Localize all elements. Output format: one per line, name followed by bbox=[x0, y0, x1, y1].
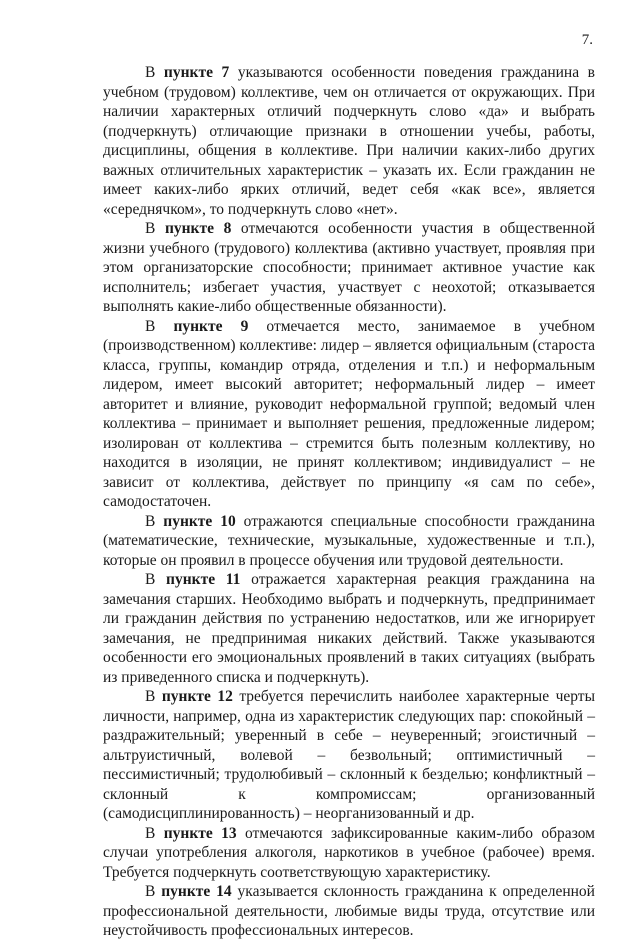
item-label: пункте 12 bbox=[161, 688, 233, 705]
paragraph-item-14 bbox=[103, 882, 595, 941]
paragraph-prefix: В bbox=[145, 688, 162, 705]
paragraph-prefix: В bbox=[145, 571, 167, 588]
item-label: пункте 13 bbox=[163, 824, 237, 842]
paragraph-text: отмечается место, занимаемое в учебном (производственном) коллективе: лидер – является официальным (староста класса, группы, командир отряда, отделения и т.п.) и неформальным лидером, имеет высокий авторитет; неформальный лидер – имеет авторитет и влияние, руководит неформальной группой; ведомый член коллектива – принимает и выполняет решения, предложенные лидером; изолирован от коллектива – стремится быть полезным коллективу, но находится в изоляции, не принят коллективом; индивидуалист – не зависит от коллектива, действует по принципу «я сам по себе», самодостаточен. bbox=[103, 317, 596, 510]
paragraph-text: требуется перечислить наиболее характерные черты личности, например, одна из характеристик следующих пар: спокойный – раздражительный; уверенный в себе – неуверенный; эгоистичный – альтруистичный, волевой – безвольный; оптимистичный – пессимистичный; трудолюбивый – склонный к безделью; конфликтный – склонный к компромиссам; организованный (самодисциплинированность) – неорганизованный и др. bbox=[103, 688, 595, 822]
paragraph-text: указываются особенности поведения гражданина в учебном (трудовом) коллективе, чем он отличается от окружающих. При наличии характерных отличий подчеркнуть слово «да» и выбрать (подчеркнуть) отличающие признаки в отношении учебы, работы, дисциплины, общения в коллективе. При наличии каких-либо других важных отличительных характеристик – указать их. Если гражданин не имеет каких-либо ярких отличий, ведет себя «как все», является «середнячком», то подчеркнуть слово «нет». bbox=[103, 64, 595, 218]
item-label: пункте 9 bbox=[173, 317, 249, 335]
paragraph-item-13 bbox=[103, 824, 595, 883]
page-number: 7. bbox=[581, 32, 593, 48]
paragraph-text: отражаются специальные способности гражданина (математические, технические, музыкальные, художественные и т.п.), которые он проявил в процессе обучения или трудовой деятельности. bbox=[103, 512, 595, 569]
item-label: пункте 10 bbox=[163, 512, 236, 530]
paragraph-prefix: В bbox=[145, 883, 162, 900]
paragraph-item-10 bbox=[103, 512, 595, 571]
paragraph-prefix: В bbox=[145, 317, 174, 335]
document-body bbox=[103, 63, 595, 941]
paragraph-text: указывается склонность гражданина к определенной профессиональной деятельности, любимые виды труда, отсутствие или неустойчивость профессиональных интересов. bbox=[103, 883, 595, 939]
paragraph-prefix: В bbox=[145, 512, 164, 530]
paragraph-text: отмечаются особенности участия в общественной жизни учебного (трудового) коллектива (активно участвует, проявляя при этом организаторские способности; принимает активное участие как исполнитель; избегает участия, участвует с неохотой; отказывается выполнять какие-либо общественные обязанности). bbox=[103, 220, 595, 315]
paragraph-item-12 bbox=[103, 687, 595, 824]
item-label: пункте 8 bbox=[164, 220, 232, 237]
item-label: пункте 7 bbox=[163, 64, 230, 81]
item-label: пункте 14 bbox=[161, 883, 232, 900]
item-label: пункте 11 bbox=[166, 571, 241, 588]
paragraph-prefix: В bbox=[145, 64, 164, 81]
paragraph-item-11 bbox=[103, 570, 595, 687]
paragraph-text: отражается характерная реакция гражданина на замечания старших. Необходимо выбрать и подчеркнуть, предпринимает ли гражданин действия по устранению недостатков, или же игнорирует замечания, не предпринимая никаких действий. Также указываются особенности его эмоциональных проявлений в таких ситуациях (выбрать из приведенного списка и подчеркнуть). bbox=[103, 571, 595, 686]
paragraph-item-7 bbox=[103, 63, 595, 219]
paragraph-prefix: В bbox=[145, 220, 165, 237]
paragraph-item-9 bbox=[103, 317, 595, 512]
paragraph-item-8 bbox=[103, 219, 595, 317]
paragraph-text: отмечаются зафиксированные каким-либо образом случаи употребления алкоголя, наркотиков в учебное (рабочее) время. Требуется подчеркнуть соответствующую характеристику. bbox=[103, 824, 595, 881]
paragraph-prefix: В bbox=[145, 824, 164, 842]
